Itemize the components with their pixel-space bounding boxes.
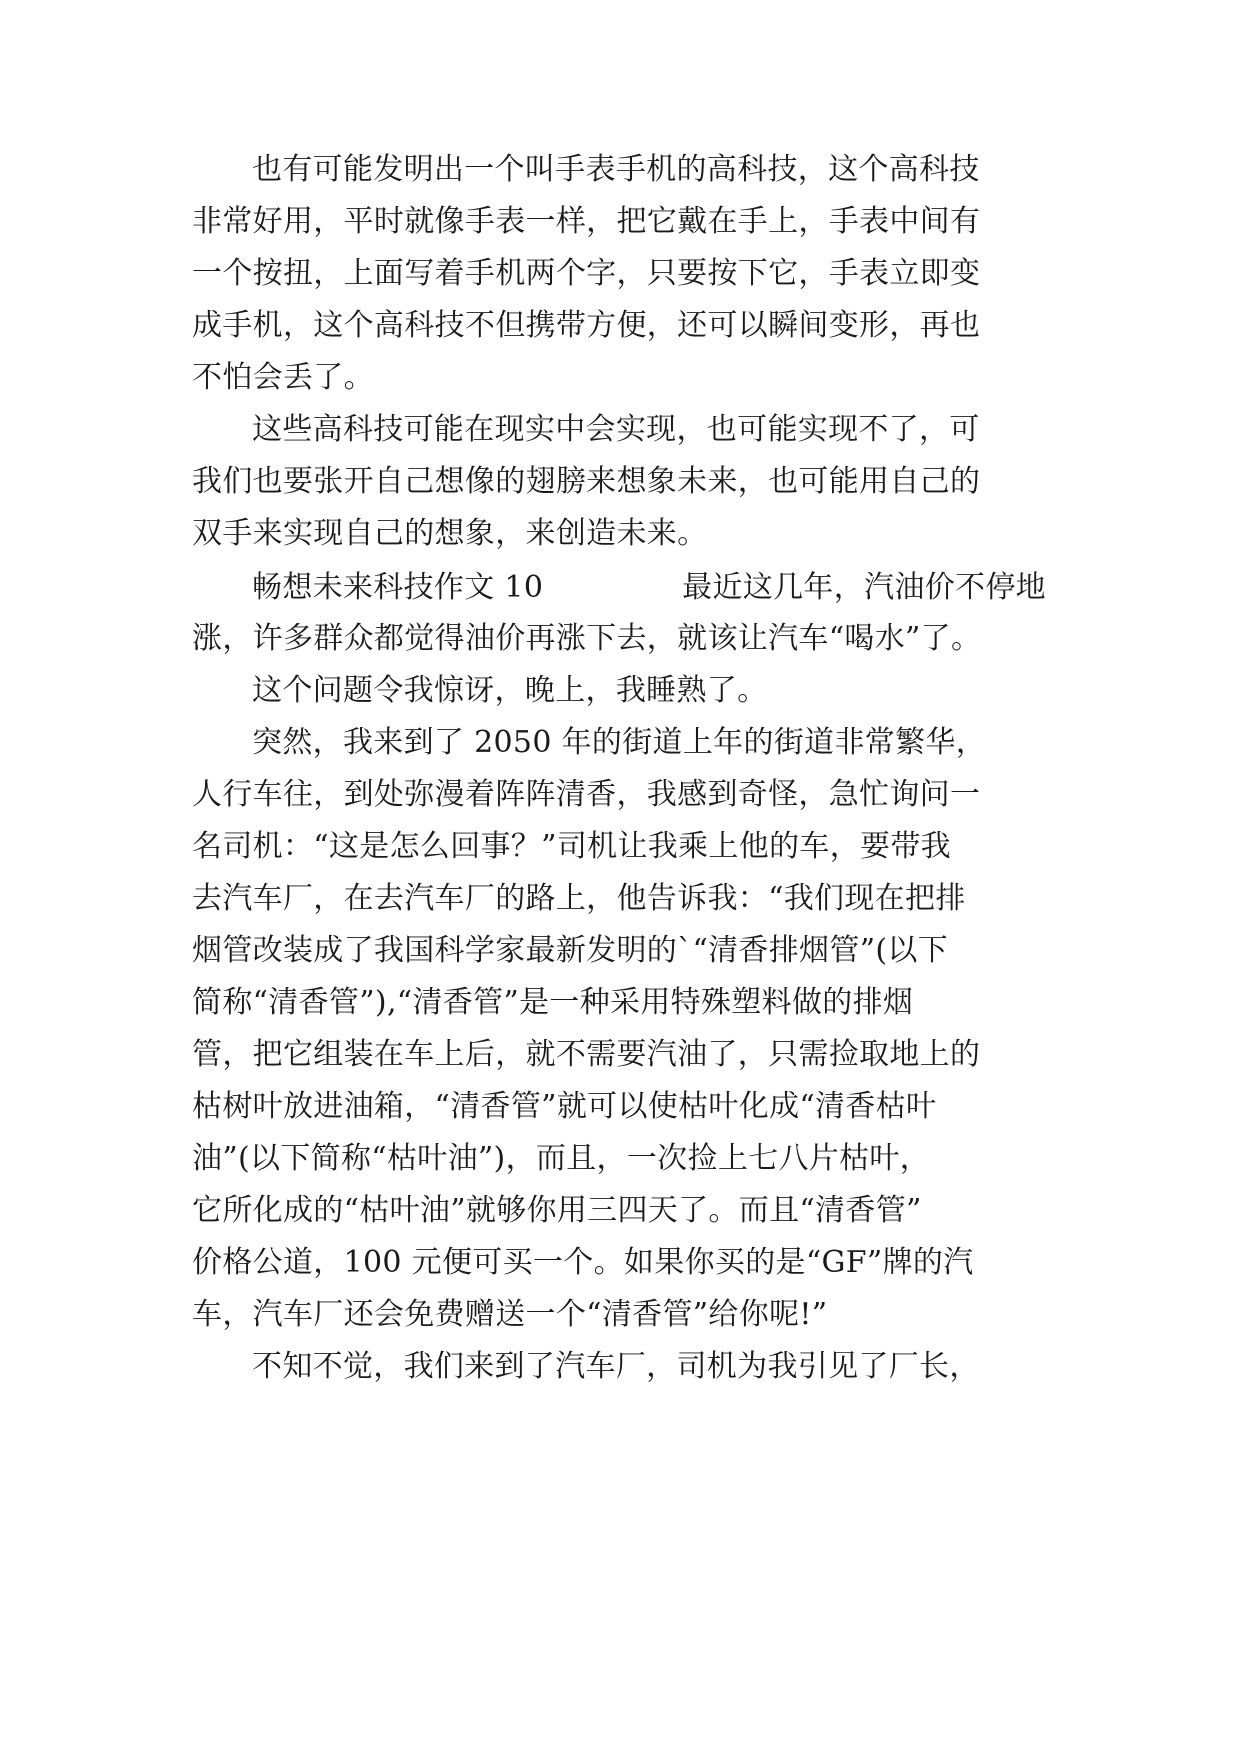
text-line: 管，把它组装在车上后，就不需要汽油了，只需捡取地上的	[192, 1037, 981, 1072]
text-line: 涨，许多群众都觉得油价再涨下去，就该让汽车“喝水”了。	[192, 621, 982, 656]
text-line: 也有可能发明出一个叫手表手机的高科技，这个高科技	[252, 152, 980, 187]
text-line: 人行车往，到处弥漫着阵阵清香，我感到奇怪，急忙询问一	[192, 777, 981, 812]
text-line: 我们也要张开自己想像的翅膀来想象未来，也可能用自己的	[192, 464, 981, 499]
text-line: 车，汽车厂还会免费赠送一个“清香管”给你呢!”	[192, 1297, 828, 1332]
section-heading: 畅想未来科技作文 10	[252, 570, 544, 605]
text-line: 成手机，这个高科技不但携带方便，还可以瞬间变形，再也	[192, 308, 981, 343]
text-line: 一个按扭，上面写着手机两个字，只要按下它，手表立即变	[192, 256, 981, 291]
text-line: 双手来实现自己的想象，来创造未来。	[192, 516, 708, 551]
text-line: 烟管改装成了我国科学家最新发明的`“清香排烟管”(以下	[192, 933, 949, 968]
text-line: 名司机：“这是怎么回事？”司机让我乘上他的车，要带我	[192, 829, 951, 864]
text-line: 简称“清香管”),“清香管”是一种采用特殊塑料做的排烟	[192, 985, 914, 1020]
text-line: 这些高科技可能在现实中会实现，也可能实现不了，可	[252, 412, 980, 447]
text-line: 去汽车厂，在去汽车厂的路上，他告诉我：“我们现在把排	[192, 881, 966, 916]
section-heading-line	[252, 570, 1046, 605]
text-line: 突然，我来到了 2050 年的街道上年的街道非常繁华，	[252, 725, 987, 760]
text-line: 这个问题令我惊讶，晚上，我睡熟了。	[252, 673, 768, 708]
text-line: 价格公道，100 元便可买一个。如果你买的是“GF”牌的汽	[192, 1245, 974, 1280]
text-line: 不知不觉，我们来到了汽车厂，司机为我引见了厂长，	[252, 1349, 980, 1384]
text-line: 非常好用，平时就像手表一样，把它戴在手上，手表中间有	[192, 204, 981, 239]
section-opening-text: 最近这几年，汽油价不停地	[682, 570, 1046, 605]
text-line: 它所化成的“枯叶油”就够你用三四天了。而且“清香管”	[192, 1193, 922, 1228]
text-line: 油”(以下简称“枯叶油”)，而且，一次捡上七八片枯叶，	[192, 1141, 931, 1176]
text-line: 不怕会丢了。	[192, 360, 374, 395]
text-line: 枯树叶放进油箱，“清香管”就可以使枯叶化成“清香枯叶	[192, 1089, 937, 1124]
